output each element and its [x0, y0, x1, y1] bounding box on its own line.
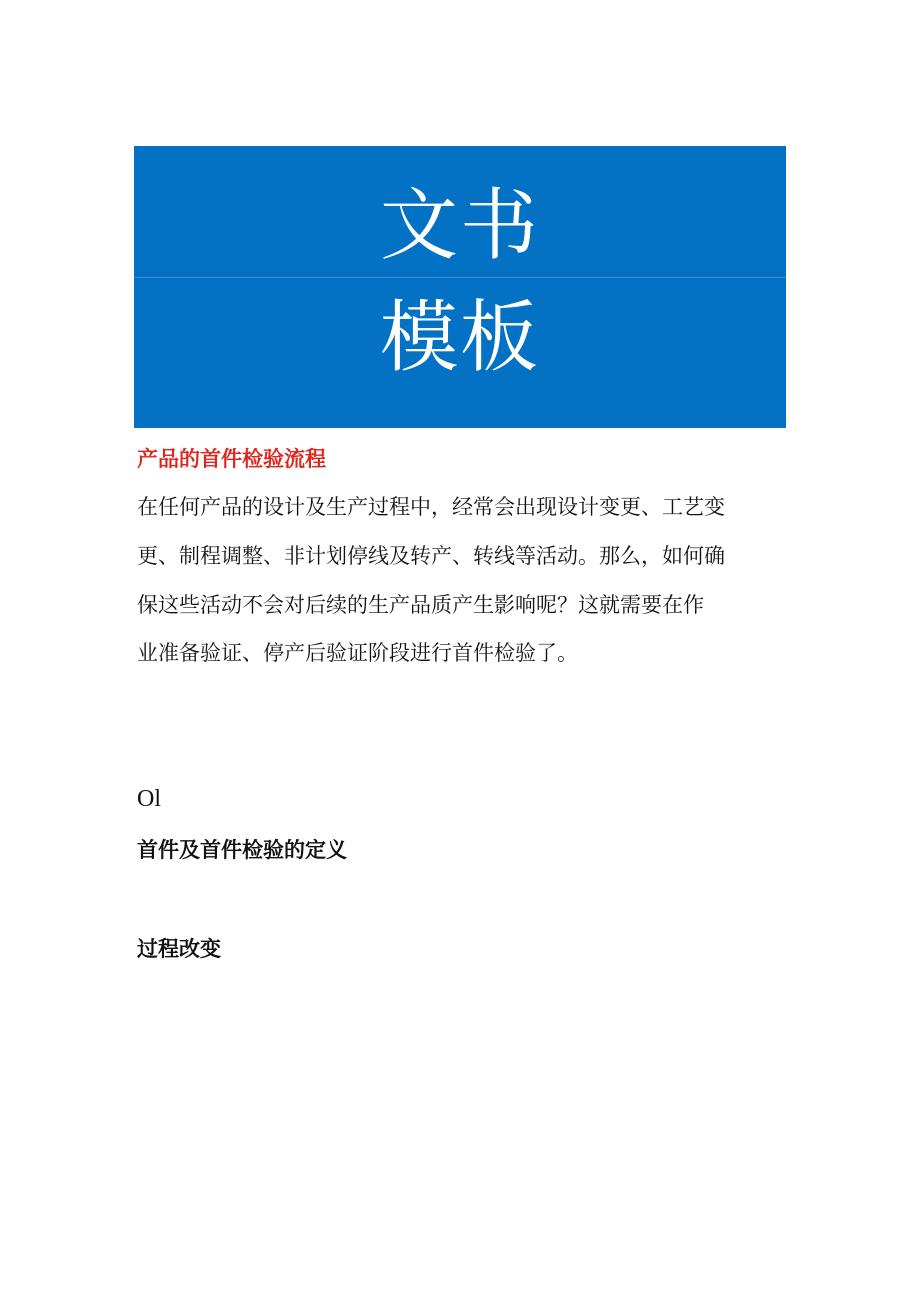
- paragraph-line: 业准备验证、停产后验证阶段进行首件检验了。: [137, 641, 578, 665]
- document-title: 产品的首件检验流程: [137, 447, 326, 471]
- paragraph-line: 更、制程调整、非计划停线及转产、转线等活动。那么，如何确: [137, 544, 725, 568]
- section-number: Ol: [137, 786, 161, 812]
- paragraph-line: 在任何产品的设计及生产过程中，经常会出现设计变更、工艺变: [137, 495, 725, 519]
- banner-title-line-1: 文书: [379, 181, 540, 271]
- banner-divider: [134, 277, 786, 278]
- section-heading: 首件及首件检验的定义: [137, 838, 347, 862]
- banner-title-line-2: 模板: [379, 293, 540, 383]
- subheading: 过程改变: [137, 937, 221, 961]
- paragraph-line: 保这些活动不会对后续的生产品质产生影响呢？这就需要在作: [137, 593, 704, 617]
